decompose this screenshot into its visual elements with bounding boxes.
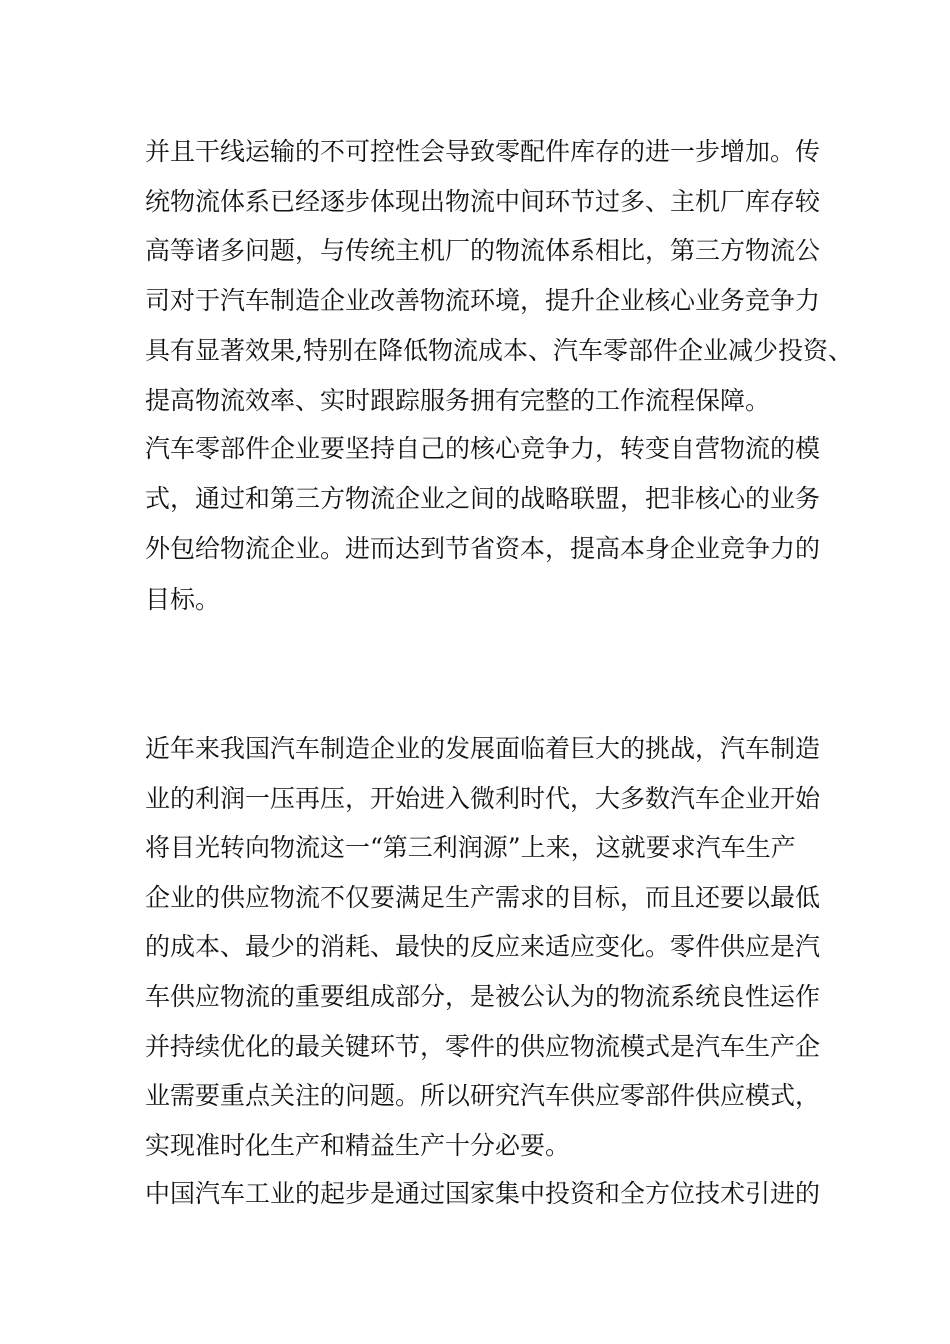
text-line: 目标。 [145, 585, 221, 614]
text-line: 外包给物流企业。进而达到节省资本，提高本身企业竞争力的 [145, 534, 821, 563]
text-line: 近年来我国汽车制造企业的发展面临着巨大的挑战，汽车制造 [145, 734, 821, 763]
text-line: 将目光转向物流这一“第三利润源”上来，这就要求汽车生产 [145, 833, 796, 862]
text-line: 统物流体系已经逐步体现出物流中间环节过多、主机厂库存较 [145, 187, 821, 216]
text-line: 中国汽车工业的起步是通过国家集中投资和全方位技术引进的 [145, 1179, 821, 1208]
text-line: 提高物流效率、实时跟踪服务拥有完整的工作流程保障。 [145, 386, 771, 415]
text-line: 式，通过和第三方物流企业之间的战略联盟，把非核心的业务 [145, 484, 821, 513]
text-line: 高等诸多问题，与传统主机厂的物流体系相比，第三方物流公 [145, 236, 821, 265]
text-line: 业的利润一压再压，开始进入微利时代，大多数汽车企业开始 [145, 784, 821, 813]
text-line: 车供应物流的重要组成部分，是被公认为的物流系统良性运作 [145, 982, 821, 1011]
text-line: 司对于汽车制造企业改善物流环境，提升企业核心业务竞争力 [145, 286, 821, 315]
text-line: 的成本、最少的消耗、最快的反应来适应变化。零件供应是汽 [145, 932, 821, 961]
text-line: 实现准时化生产和精益生产十分必要。 [145, 1131, 571, 1160]
text-line: 并且干线运输的不可控性会导致零配件库存的进一步增加。传 [145, 137, 821, 166]
text-line: 汽车零部件企业要坚持自己的核心竞争力，转变自营物流的模 [145, 434, 821, 463]
text-line: 业需要重点关注的问题。所以研究汽车供应零部件供应模式， [145, 1081, 821, 1110]
text-line: 企业的供应物流不仅要满足生产需求的目标，而且还要以最低 [145, 883, 821, 912]
text-line: 并持续优化的最关键环节，零件的供应物流模式是汽车生产企 [145, 1032, 821, 1061]
text-line: 具有显著效果,特别在降低物流成本、汽车零部件企业减少投资、 [145, 336, 853, 365]
